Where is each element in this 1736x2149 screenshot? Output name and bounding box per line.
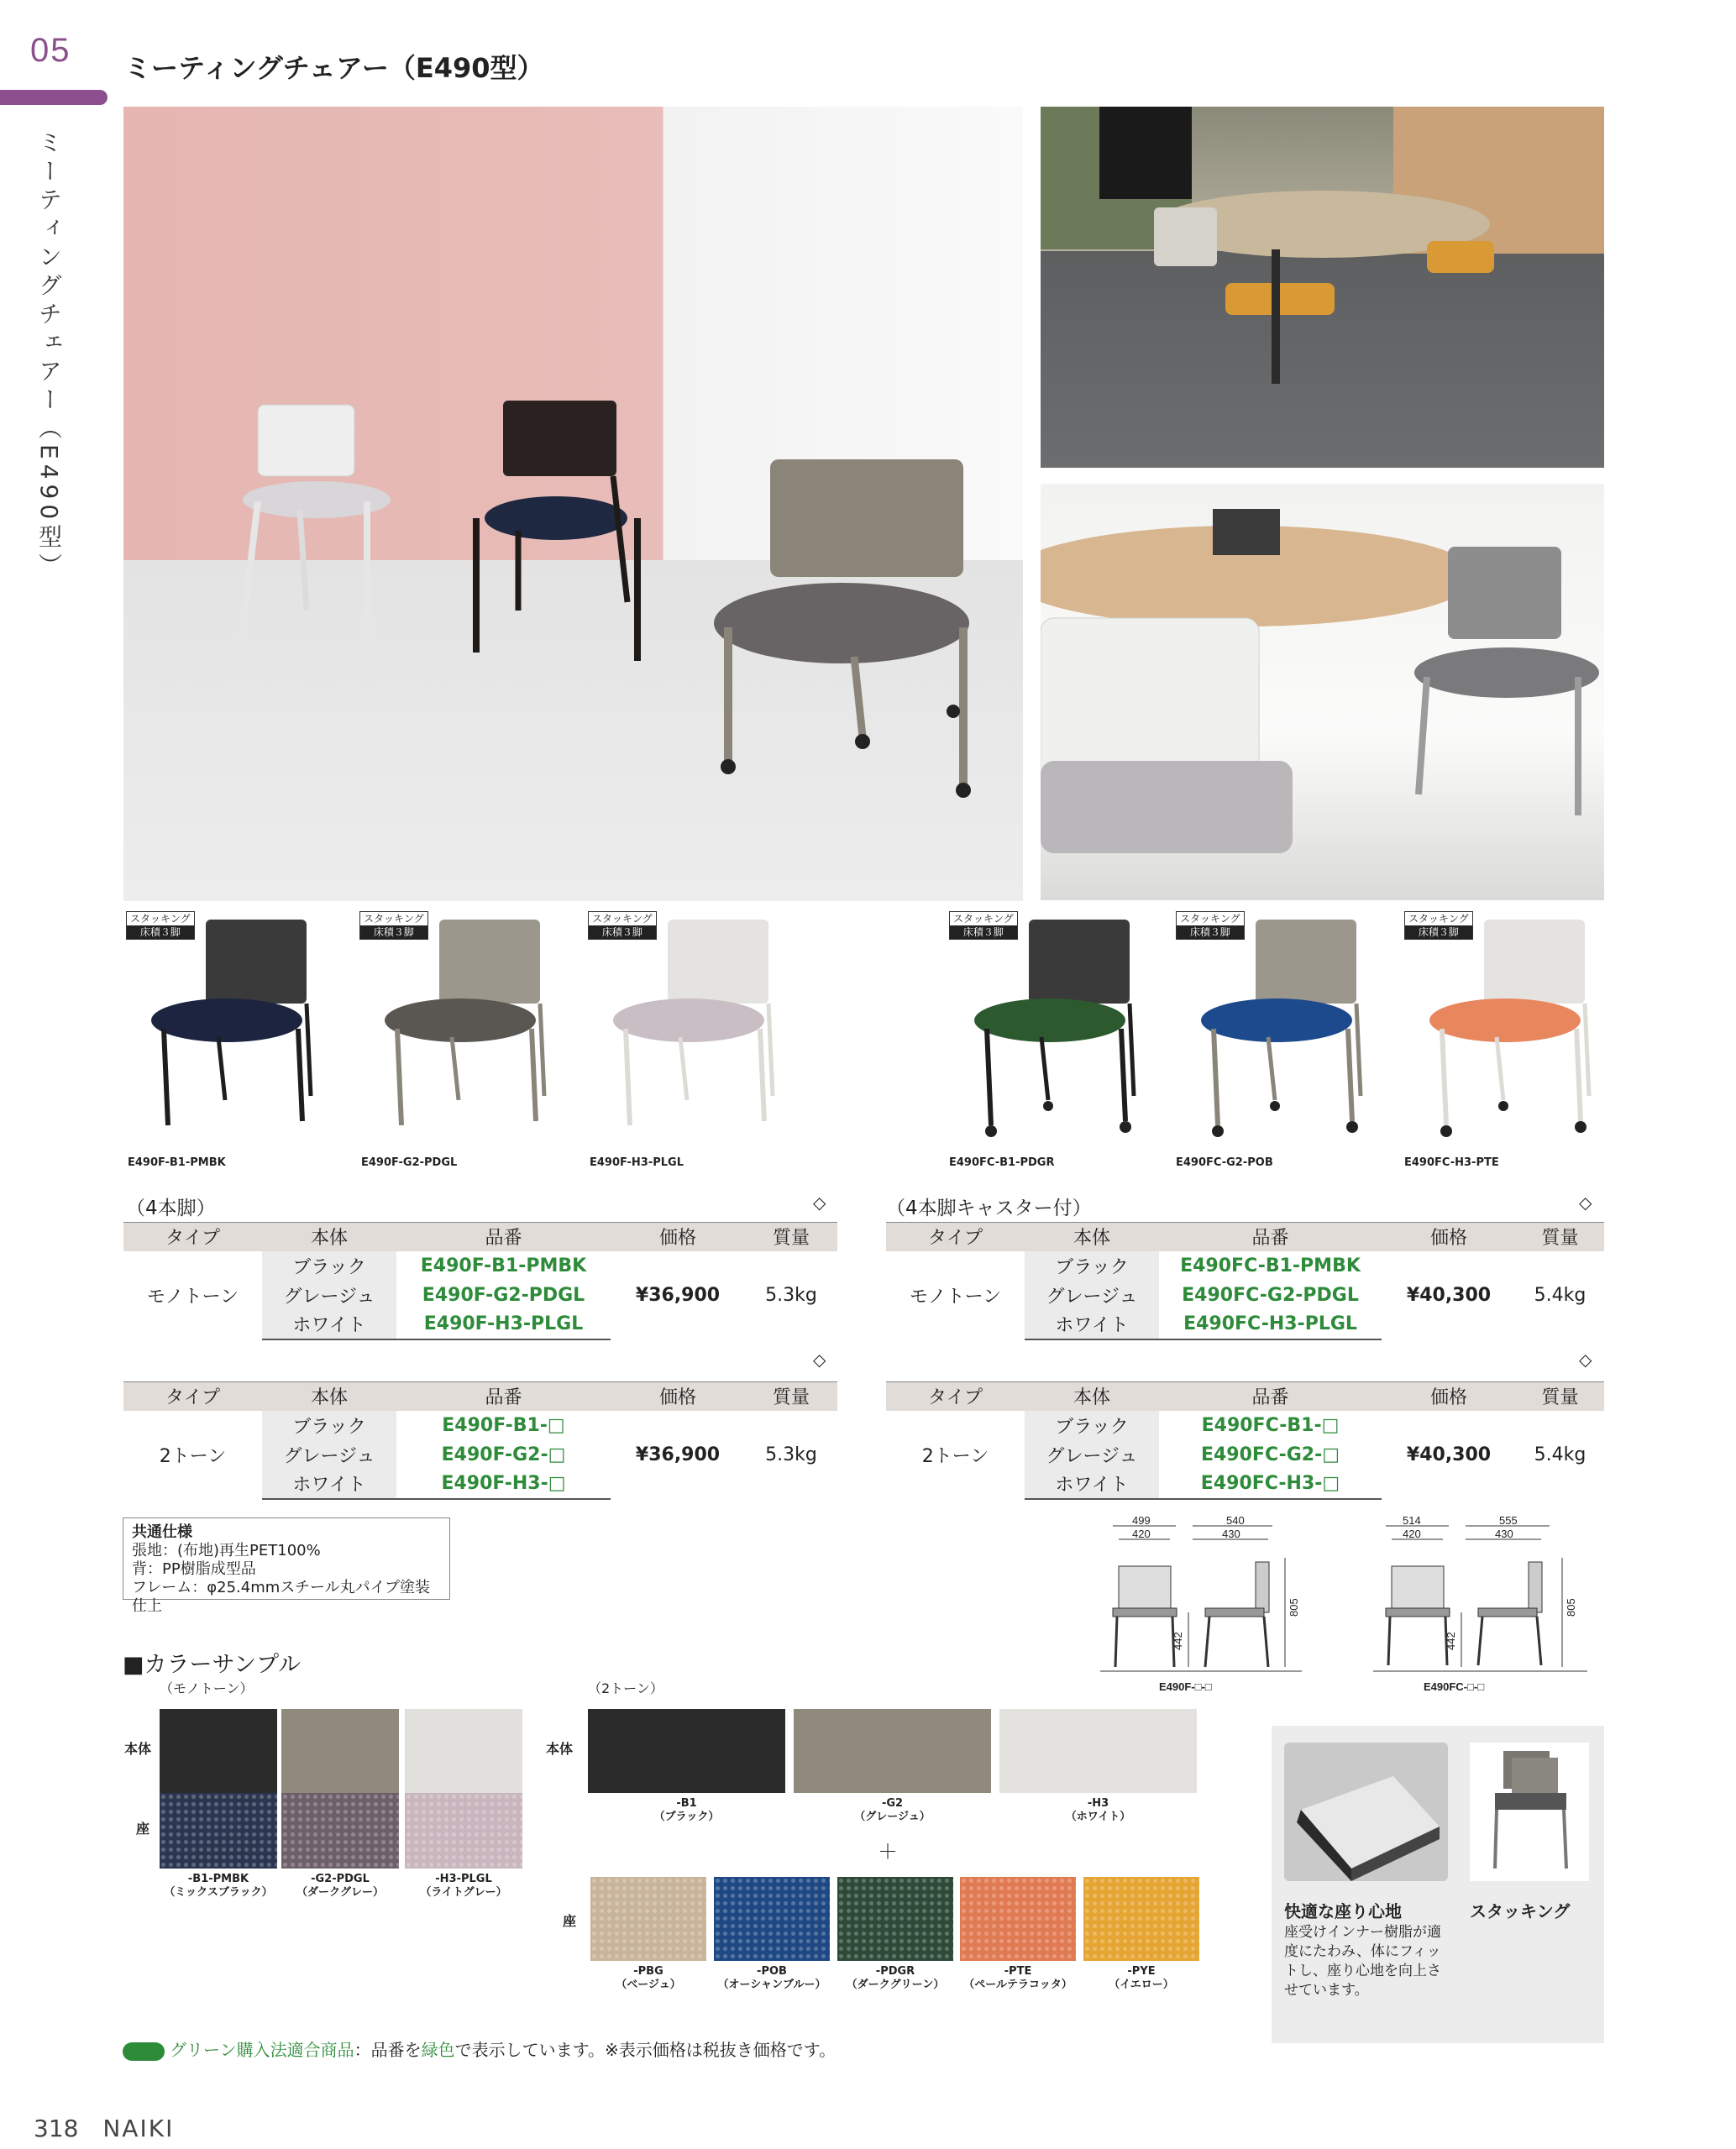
chair-code: E490F-G2-PDGL [361, 1156, 458, 1169]
swatch-label [714, 1965, 830, 1992]
stacking-image [1470, 1743, 1589, 1881]
green-note-suffix: で表示しています。※表示価格は税抜き価格です。 [454, 2040, 837, 2060]
chair-code: E490FC-B1-PDGR [949, 1156, 1055, 1169]
green-note-prefix: グリーン購入法適合商品 [170, 2040, 354, 2060]
brand-name: NAIKI [102, 2115, 175, 2142]
chair-seat [1429, 998, 1581, 1042]
swatch-code: -B1-PMBK [187, 1873, 249, 1885]
swatch-name: （ミックスブラック） [164, 1886, 273, 1899]
mono-body-swatch [160, 1709, 277, 1793]
white-chair-illustration [241, 405, 391, 644]
body-cell: グレージュ [1025, 1440, 1159, 1470]
col-header: 価格 [611, 1223, 745, 1251]
body-cell: グレージュ [1025, 1281, 1159, 1310]
price-cell: ¥36,900 [635, 1284, 721, 1306]
vertical-chapter-title: ミーティングチェアー（E490型） [35, 130, 63, 582]
color-sample-title: ■カラーサンプル [123, 1652, 302, 1678]
swatch-label [837, 1965, 953, 1992]
mono-body-swatch [281, 1709, 399, 1793]
chair-leg [1585, 1004, 1589, 1096]
dim-width-outer: 499 [1132, 1516, 1151, 1527]
chair-leg [1041, 1037, 1048, 1100]
code-cell: E490FC-H3-PLGL [1159, 1310, 1382, 1339]
spec-line: 張地：(布地)再生PET100% [132, 1542, 321, 1559]
chair-back [1256, 920, 1356, 1004]
type-cell: 2トーン [921, 1445, 989, 1467]
body-cell: グレージュ [262, 1440, 396, 1470]
tag-label-1: スタッキング [953, 913, 1014, 925]
swatch-name: （オーシャンブルー） [717, 1979, 826, 1991]
chair-leg [164, 1029, 168, 1125]
chair-back [1029, 920, 1130, 1004]
page-number: 318 [34, 2115, 79, 2142]
two-tone-seat-swatch [714, 1877, 830, 1961]
col-header: 品番 [396, 1382, 611, 1411]
tag-label-1: スタッキング [130, 913, 191, 925]
tag-label-2: 床積３脚 [360, 925, 427, 939]
lounge-photo [1041, 484, 1604, 900]
tag-label-2: 床積３脚 [950, 925, 1017, 939]
chair-leg [1497, 1037, 1503, 1100]
dim-height: 805 [1565, 1598, 1577, 1617]
type-cell: モノトーン [909, 1286, 1002, 1308]
body-cell: ホワイト [262, 1310, 396, 1339]
seat-row-label: 座 [563, 1913, 577, 1929]
body-cell: グレージュ [262, 1281, 396, 1310]
tag-label-2: 床積３脚 [1405, 925, 1472, 939]
chair-leg [532, 1029, 536, 1121]
chair-thumbnail [949, 911, 1176, 1171]
chair-leg [1130, 1004, 1134, 1096]
spec-title: 共通仕様 [132, 1523, 192, 1541]
chair-seat [974, 998, 1125, 1042]
chair-code: E490F-B1-PMBK [128, 1156, 226, 1169]
caster [1043, 1101, 1053, 1111]
chair-leg [626, 1029, 630, 1125]
col-header: 品番 [1159, 1223, 1382, 1251]
feature-box [1272, 1726, 1604, 2043]
price-table-left-two [123, 1381, 837, 1500]
two-tone-seat-swatch [590, 1877, 706, 1961]
two-tone-body-swatch [999, 1709, 1197, 1793]
caster [1120, 1121, 1131, 1133]
caster [1270, 1101, 1280, 1111]
page-title: ミーティングチェアー（E490型） [124, 52, 544, 84]
col-header: 質量 [1516, 1223, 1604, 1251]
type-cell: モノトーン [146, 1286, 239, 1308]
swatch-label [960, 1965, 1076, 1992]
code-cell: E490F-B1-□ [442, 1414, 565, 1436]
two-tone-label: （2トーン） [588, 1680, 663, 1696]
table-right-title: （4本脚キャスター付） [886, 1198, 1092, 1219]
common-spec-box [123, 1517, 450, 1615]
comfort-text: 座受けインナー樹脂が適度にたわみ、体にフィットし、座り心地を向上させています。 [1284, 1924, 1441, 1999]
body-cell: ホワイト [262, 1470, 396, 1499]
swatch-label [160, 1873, 277, 1900]
chair-leg [1348, 1029, 1352, 1121]
col-header: 価格 [1382, 1382, 1516, 1411]
mono-body-swatch [405, 1709, 522, 1793]
weight-cell: 5.3kg [765, 1284, 817, 1306]
code-cell: E490FC-B1-PMBK [1180, 1255, 1361, 1276]
swatch-name: （ベージュ） [616, 1979, 681, 1991]
tag-label-2: 床積３脚 [127, 925, 194, 939]
chair-seat [613, 998, 764, 1042]
col-header: タイプ [123, 1223, 262, 1251]
body-cell: ホワイト [1025, 1470, 1159, 1499]
chair-leg [452, 1037, 459, 1100]
dim-depth-inner: 430 [1495, 1528, 1513, 1540]
price-cell: ¥40,300 [1406, 1444, 1492, 1465]
tag-label-1: スタッキング [592, 913, 653, 925]
dim-seat-height: 442 [1172, 1632, 1184, 1650]
green-note-mid: ：品番を [354, 2040, 422, 2060]
code-cell: E490F-B1-PMBK [420, 1255, 587, 1276]
stacking-title: スタッキング [1470, 1901, 1571, 1921]
col-header: 本体 [1025, 1223, 1159, 1251]
body-cell: ブラック [1025, 1251, 1159, 1281]
swatch-code: -PYE [1127, 1965, 1156, 1978]
chair-leg [760, 1029, 764, 1121]
diamond-icon: ◇ [1579, 1192, 1592, 1213]
two-tone-seat-swatch [960, 1877, 1076, 1961]
weight-cell: 5.3kg [765, 1444, 817, 1465]
mono-label: （モノトーン） [160, 1680, 254, 1696]
col-header: 質量 [745, 1223, 837, 1251]
dimension-drawings [1083, 1516, 1604, 1696]
swatch-name: （ダークグレー） [296, 1886, 384, 1899]
col-header: 本体 [262, 1382, 396, 1411]
dim-depth-outer: 540 [1226, 1516, 1245, 1527]
tag-label-1: スタッキング [364, 913, 424, 925]
dim-depth-outer: 555 [1499, 1516, 1518, 1527]
col-header: 価格 [1382, 1223, 1516, 1251]
plus-sign: ＋ [878, 1840, 898, 1863]
chair-code: E490FC-G2-POB [1176, 1156, 1273, 1169]
green-purchase-note [123, 2036, 836, 2061]
swatch-name: （ライトグレー） [420, 1886, 507, 1899]
chair-leg [1214, 1029, 1218, 1125]
diamond-icon: ◇ [813, 1350, 826, 1370]
col-header: 質量 [745, 1382, 837, 1411]
two-tone-seat-swatch [1083, 1877, 1199, 1961]
chapter-number: 05 [30, 32, 71, 69]
dim-seat-height: 442 [1445, 1632, 1457, 1650]
hero-photo [123, 107, 1023, 901]
caster [1440, 1125, 1452, 1137]
chair-leg [218, 1037, 225, 1100]
mono-seat-swatch [405, 1793, 522, 1869]
col-header: 本体 [262, 1223, 396, 1251]
caster [1212, 1125, 1224, 1137]
code-cell: E490F-H3-PLGL [396, 1310, 611, 1339]
swatch-name: （グレージュ） [854, 1811, 931, 1823]
body-cell: ブラック [262, 1411, 396, 1440]
caster [1575, 1121, 1587, 1133]
chair-leg [1121, 1029, 1125, 1121]
tag-label-2: 床積３脚 [1177, 925, 1244, 939]
col-header: タイプ [886, 1382, 1025, 1411]
chair-leg [680, 1037, 687, 1100]
weight-cell: 5.4kg [1534, 1444, 1587, 1465]
chair-leg [397, 1029, 401, 1125]
chair-leg [1356, 1004, 1361, 1096]
dim-width-inner: 420 [1132, 1528, 1151, 1540]
price-table-left-mono [123, 1222, 837, 1340]
swatch-label [281, 1873, 399, 1900]
chair-back [206, 920, 307, 1004]
seat-row-label: 座 [136, 1821, 150, 1837]
type-cell: 2トーン [159, 1445, 227, 1467]
chair-thumbnail [588, 911, 815, 1171]
chair-thumbnail [359, 911, 586, 1171]
body-row-label: 本体 [546, 1741, 574, 1757]
swatch-code: -G2-PDGL [311, 1873, 370, 1885]
graige-chair-illustration [714, 459, 971, 798]
chair-code: E490F-H3-PLGL [590, 1156, 684, 1169]
two-tone-body-swatch [588, 1709, 785, 1793]
diamond-icon: ◇ [813, 1192, 826, 1213]
price-cell: ¥36,900 [635, 1444, 721, 1465]
swatch-code: -H3 [1087, 1797, 1109, 1810]
chair-leg [540, 1004, 544, 1096]
tag-label-2: 床積３脚 [589, 925, 656, 939]
chair-thumbnail [126, 911, 353, 1171]
dim-width-inner: 420 [1403, 1528, 1421, 1540]
swatch-name: （ダークグリーン） [846, 1979, 945, 1991]
col-header: タイプ [886, 1223, 1025, 1251]
mono-seat-swatch [160, 1793, 277, 1869]
chair-code: E490FC-H3-PTE [1404, 1156, 1499, 1169]
footer [34, 2115, 174, 2142]
spec-line: 背：PP樹脂成型品 [132, 1560, 256, 1578]
swatch-label [1083, 1965, 1199, 1992]
dim-label: E490F-□-□ [1159, 1680, 1212, 1693]
caster [985, 1125, 997, 1137]
price-table-right-two [886, 1381, 1604, 1500]
col-header: 本体 [1025, 1382, 1159, 1411]
two-tone-seat-swatch [837, 1877, 953, 1961]
seat-cushion-image [1284, 1743, 1448, 1881]
chair-leg [1442, 1029, 1446, 1125]
dim-label: E490FC-□-□ [1424, 1680, 1485, 1693]
swatch-label [405, 1873, 522, 1900]
table-left-title: （4本脚） [126, 1198, 216, 1219]
dim-width-outer: 514 [1403, 1516, 1421, 1527]
swatch-label [794, 1797, 991, 1824]
tag-label-1: スタッキング [1408, 913, 1469, 925]
swatch-label [590, 1965, 706, 1992]
swatch-code: -PTE [1004, 1965, 1032, 1978]
chapter-bar [0, 90, 108, 105]
chair-seat [151, 998, 302, 1042]
chair-leg [1268, 1037, 1275, 1100]
code-cell: E490FC-G2-PDGL [1182, 1284, 1359, 1306]
price-table-right-mono [886, 1222, 1604, 1340]
code-cell: E490FC-G2-□ [1200, 1444, 1340, 1465]
two-tone-body-swatch [794, 1709, 991, 1793]
meeting-room-photo [1041, 107, 1604, 468]
swatch-code: -POB [757, 1965, 787, 1978]
black-chair-illustration [476, 401, 637, 661]
code-cell: E490FC-H3-□ [1159, 1470, 1382, 1499]
chair-back [1484, 920, 1585, 1004]
green-note-green: 緑色 [421, 2040, 455, 2060]
swatch-code: -PDGR [875, 1965, 915, 1978]
col-header: 品番 [396, 1223, 611, 1251]
swatch-code: -G2 [881, 1797, 904, 1810]
dim-height: 805 [1288, 1598, 1300, 1617]
dim-depth-inner: 430 [1222, 1528, 1240, 1540]
body-cell: ブラック [1025, 1411, 1159, 1440]
swatch-name: （ホワイト） [1065, 1811, 1131, 1823]
swatch-code: -PBG [633, 1965, 663, 1978]
comfort-title: 快適な座り心地 [1284, 1901, 1402, 1921]
code-cell: E490F-G2-PDGL [422, 1284, 585, 1306]
col-header: タイプ [123, 1382, 262, 1411]
swatch-name: （ブラック） [653, 1811, 720, 1823]
swatch-name: （ペールテラコッタ） [963, 1979, 1073, 1991]
swatch-code: -B1 [676, 1797, 697, 1810]
green-mark-icon [123, 2042, 165, 2061]
body-row-label: 本体 [124, 1741, 152, 1757]
mono-seat-swatch [281, 1793, 399, 1869]
swatch-code: -H3-PLGL [435, 1873, 492, 1885]
chair-back [668, 920, 768, 1004]
chair-leg [298, 1029, 302, 1121]
price-cell: ¥40,300 [1406, 1284, 1492, 1306]
code-cell: E490FC-B1-□ [1201, 1414, 1340, 1436]
col-header: 質量 [1516, 1382, 1604, 1411]
code-cell: E490F-G2-□ [441, 1444, 566, 1465]
swatch-label [588, 1797, 785, 1824]
chair-thumbnail [1404, 911, 1631, 1171]
swatch-label [999, 1797, 1197, 1824]
chair-seat [385, 998, 536, 1042]
caster [1346, 1121, 1358, 1133]
weight-cell: 5.4kg [1534, 1284, 1587, 1306]
chair-back [439, 920, 540, 1004]
chair-leg [987, 1029, 991, 1125]
swatch-name: （イエロー） [1109, 1979, 1174, 1991]
col-header: 品番 [1159, 1382, 1382, 1411]
body-cell: ブラック [262, 1251, 396, 1281]
col-header: 価格 [611, 1382, 745, 1411]
chair-leg [1576, 1029, 1581, 1121]
chair-leg [768, 1004, 773, 1096]
chair-leg [307, 1004, 311, 1096]
chair-thumbnail [1176, 911, 1403, 1171]
code-cell: E490F-H3-□ [396, 1470, 611, 1499]
tag-label-1: スタッキング [1180, 913, 1240, 925]
chair-seat [1201, 998, 1352, 1042]
caster [1498, 1101, 1508, 1111]
spec-line: フレーム：φ25.4mmスチール丸パイプ塗装仕上 [132, 1579, 431, 1615]
body-cell: ホワイト [1025, 1310, 1159, 1339]
diamond-icon: ◇ [1579, 1350, 1592, 1370]
